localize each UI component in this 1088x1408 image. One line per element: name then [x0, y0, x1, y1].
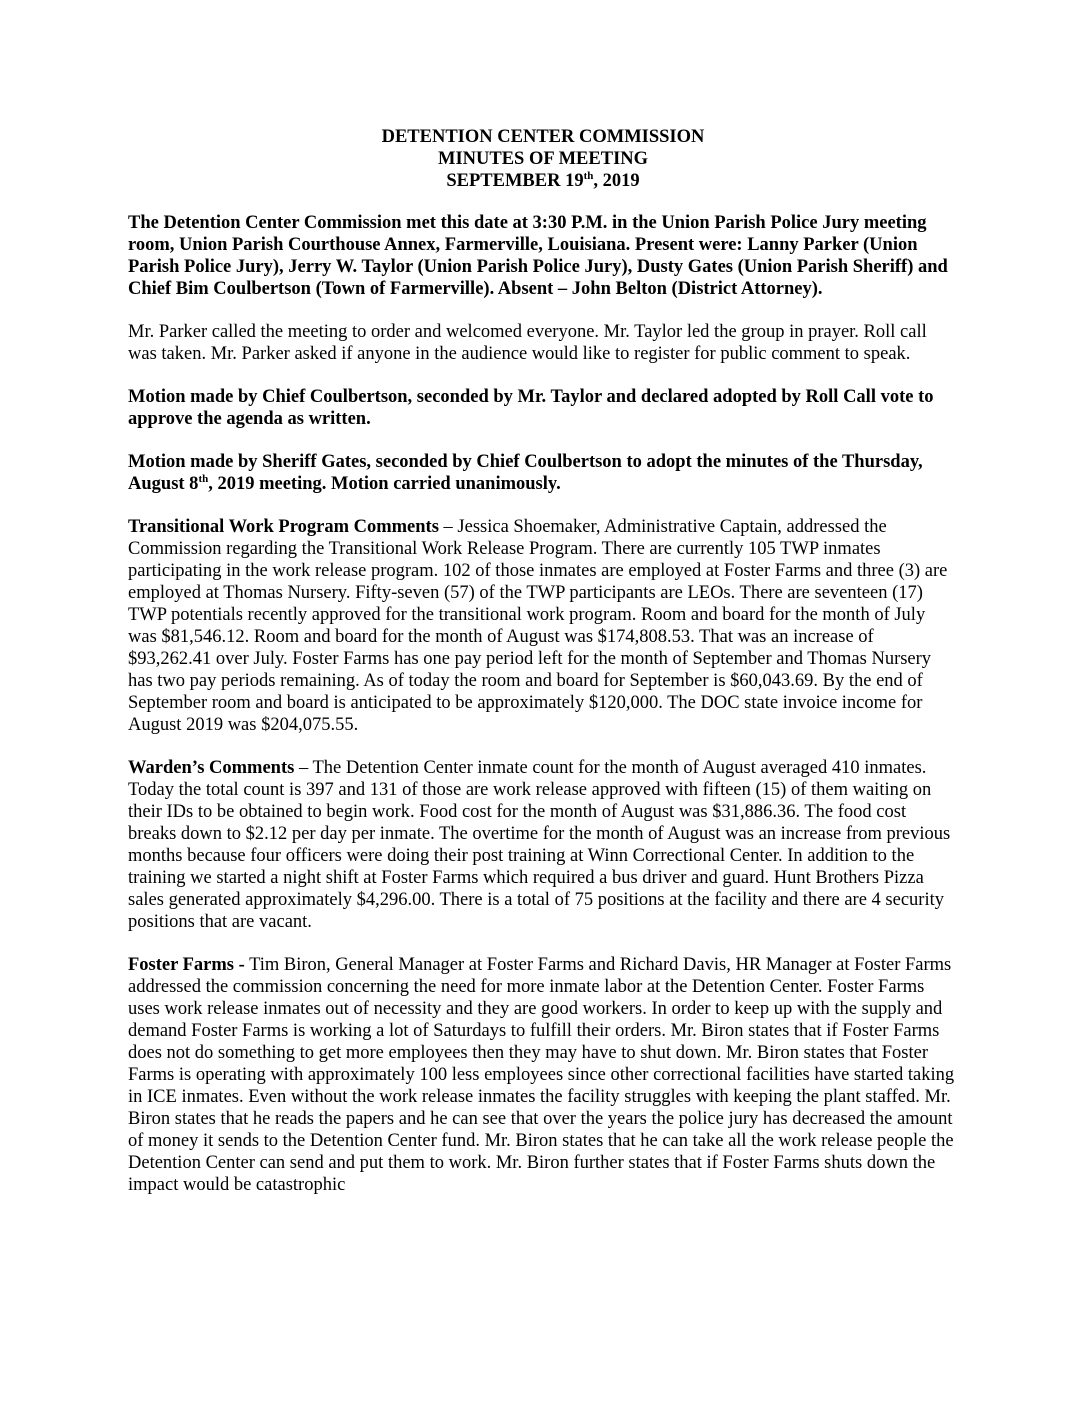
warden-paragraph — [128, 757, 958, 933]
opening-paragraph: Mr. Parker called the meeting to order and welcomed everyone. Mr. Taylor led the group in prayer. Roll call was taken. Mr. Parker asked if anyone in the audience would like to register for public comment to speak. — [128, 322, 927, 364]
foster-text: Tim Biron, General Manager at Foster Farms and Richard Davis, HR Manager at Foster Farms addressed the commission concerning the need for more inmate labor at the Detention Center. Foster Farms uses work release inmates out of necessity and they are good workers. In order to keep up with the supply and demand Foster Farms is working a lot of Saturdays to fulfill their orders. Mr. Biron states that if Foster Farms does not do something to get more employees then they may have to shut down. Mr. Biron states that Foster Farms is operating with approximately 100 less employees since other correctional facilities have started taking in ICE inmates. Even without the work release inmates the facility struggles with keeping the plant staffed. Mr. Biron states that he reads the papers and he can see that over the years the police jury has decreased the amount of money it sends to the Detention Center fund. Mr. Biron states that he can take all the work release people the Detention Center can send and put them to work. Mr. Biron further states that if Foster Farms shuts down the impact would be catastrophic — [128, 955, 955, 1195]
title-date-ordinal: th — [583, 169, 594, 182]
motion-minutes-ordinal: th — [198, 472, 209, 485]
motion-minutes-text: Motion made by Sheriff Gates, seconded by Chief Coulbertson to adopt the minutes of the Thursday, August 8 — [128, 452, 923, 494]
title-commission: DETENTION CENTER COMMISSION — [381, 127, 705, 147]
warden-text: – The Detention Center inmate count for the month of August averaged 410 inmates. Today the total count is 397 and 131 of those are work release approved with fifteen (15) of them waiting on their IDs to be obtained to begin work. Food cost for the month of August was $31,886.36. The food cost breaks down to $2.12 per day per inmate. The overtime for the month of August was an increase from previous months because four officers were doing their post training at Winn Correctional Center. In addition to the training we started a night shift at Foster Farms which required a bus driver and guard. Hunt Brothers Pizza sales generated approximately $4,296.00. There is a total of 75 positions at the facility and there are 4 security positions that are vacant. — [128, 758, 951, 932]
foster-paragraph — [128, 954, 958, 1196]
document-title — [128, 126, 958, 192]
title-date — [128, 170, 958, 192]
title-minutes: MINUTES OF MEETING — [437, 149, 649, 169]
transitional-paragraph — [128, 516, 958, 736]
warden-heading: Warden’s Comments — [128, 758, 295, 778]
title-date-main: SEPTEMBER 19 — [446, 171, 584, 191]
title-date-year: , 2019 — [593, 171, 640, 191]
motion-agenda-paragraph: Motion made by Chief Coulbertson, seconded by Mr. Taylor and declared adopted by Roll Call vote to approve the agenda as written. — [128, 387, 934, 429]
foster-heading: Foster Farms - — [128, 955, 245, 975]
motion-minutes-paragraph — [128, 451, 958, 495]
transitional-text: – Jessica Shoemaker, Administrative Captain, addressed the Commission regarding the Transitional Work Release Program. There are currently 105 TWP inmates participating in the work release program. 102 of those inmates are employed at Foster Farms and three (3) are employed at Thomas Nursery. Fifty-seven (57) of the TWP participants are LEOs. There are seventeen (17) TWP potentials recently approved for the transitional work program. Room and board for the month of July was $81,546.12. Room and board for the month of August was $174,808.53. That was an increase of $93,262.41 over July. Foster Farms has one pay period left for the month of September and Thomas Nursery has two pay periods remaining. As of today the room and board for September is $60,043.69. By the end of September room and board is anticipated to be approximately $120,000. The DOC state invoice income for August 2019 was $204,075.55. — [128, 517, 948, 735]
intro-paragraph: The Detention Center Commission met this date at 3:30 P.M. in the Union Parish Police Jury meeting room, Union Parish Courthouse Annex, Farmerville, Louisiana. Present were: Lanny Parker (Union Parish Police Jury), Jerry W. Taylor (Union Parish Police Jury), Dusty Gates (Union Parish Sheriff) and Chief Bim Coulbertson (Town of Farmerville). Absent – John Belton (District Attorney). — [128, 213, 948, 299]
motion-minutes-suffix: , 2019 meeting. Motion carried unanimously. — [208, 474, 561, 494]
transitional-heading: Transitional Work Program Comments — [128, 517, 439, 537]
